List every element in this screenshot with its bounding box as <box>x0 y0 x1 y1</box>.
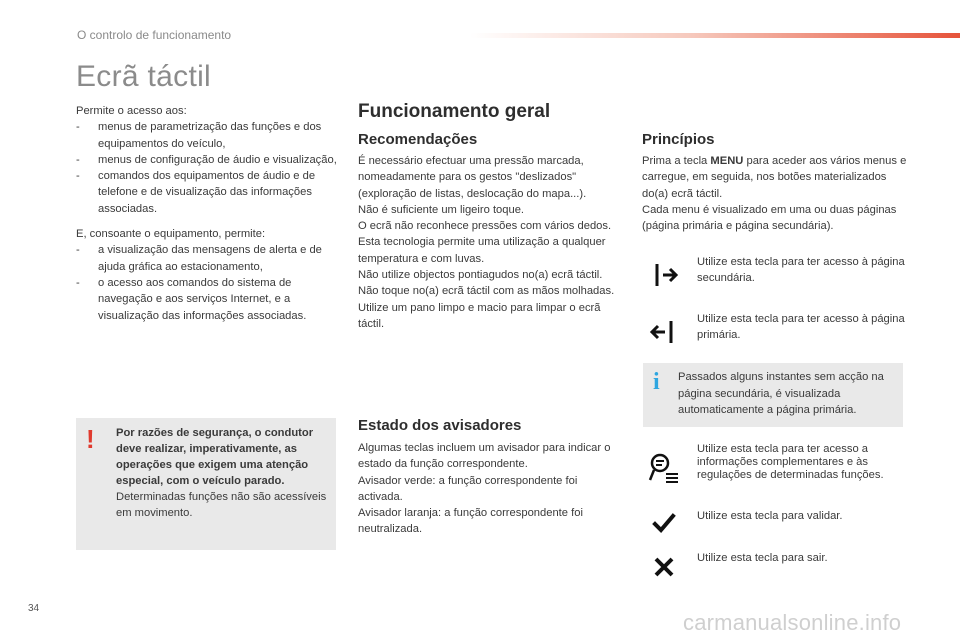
info-icon: i <box>653 369 660 395</box>
close-icon[interactable] <box>642 547 686 587</box>
paragraph-line: Avisador verde: a função correspondente foi activada. <box>358 474 578 503</box>
recomendacoes-text <box>358 153 616 332</box>
chapter-header: O controlo de funcionamento <box>77 28 232 42</box>
intro-lead-2: E, consoante o equipamento, permite: <box>76 228 266 241</box>
list-item: - o acesso aos comandos do sistema de navegação e aos serviços Internet, e a visualização das informações associadas. <box>76 275 338 324</box>
paragraph-line: Algumas teclas incluem um avisador para indicar o estado da função correspondente. <box>358 442 611 471</box>
header-accent-bar <box>470 33 960 38</box>
primary-page-icon[interactable] <box>642 312 686 352</box>
secondary-page-icon[interactable] <box>642 255 686 295</box>
page-number: 34 <box>28 603 40 614</box>
key-label: Utilize esta tecla para ter acesso à página primária. <box>697 313 905 341</box>
info-note-text: Passados alguns instantes sem acção na página secundária, é visualizada automaticamente a página primária. <box>678 371 884 416</box>
paragraph-line: Não utilize objectos pontiagudos no(a) ecrã táctil. <box>358 269 603 282</box>
intro-list-2 <box>76 242 338 323</box>
info-note-box <box>643 363 903 427</box>
list-item: - menus de parametrização das funções e dos equipamentos do veículo, <box>76 119 338 152</box>
recomendacoes-title: Recomendações <box>358 131 478 148</box>
safety-warning-box <box>76 418 336 550</box>
key-label: Utilize esta tecla para sair. <box>697 552 828 564</box>
estado-title: Estado dos avisadores <box>358 417 522 434</box>
list-item: - a visualização das mensagens de alerta e de ajuda gráfica ao estacionamento, <box>76 242 338 275</box>
list-item: - comandos dos equipamentos de áudio e de telefone e de visualização das informações associadas. <box>76 168 338 217</box>
estado-text <box>358 440 616 538</box>
paragraph-line: Não toque no(a) ecrã táctil com as mãos molhadas. <box>358 285 615 298</box>
intro-text <box>76 103 338 324</box>
principios-paragraph-2: Cada menu é visualizado em uma ou duas páginas (página primária e página secundária). <box>642 203 897 233</box>
key-label: Utilize esta tecla para ter acesso à página secundária. <box>697 256 905 284</box>
intro-lead-1: Permite o acesso aos: <box>76 105 187 117</box>
principios-paragraph-1 <box>642 153 912 202</box>
key-label: Utilize esta tecla para ter acesso a informações complementares e às regulações de determinadas funções. <box>697 443 884 481</box>
paragraph-line: O ecrã não reconhece pressões com vários dedos. <box>358 220 612 233</box>
key-label: Utilize esta tecla para validar. <box>697 510 843 522</box>
principios-text <box>642 153 912 234</box>
paragraph-line: É necessário efectuar uma pressão marcada, nomeadamente para os gestos "deslizados" (exploração de listas, deslocação do mapa...). <box>358 155 587 200</box>
intro-list-1 <box>76 119 338 217</box>
watermark: carmanualsonline.info <box>683 610 902 635</box>
warning-text <box>116 425 332 521</box>
paragraph-line: Avisador laranja: a função correspondente foi neutralizada. <box>358 507 583 536</box>
warning-bold-text: Por razões de segurança, o condutor deve realizar, imperativamente, as operações que exigem uma atenção especial, com o veículo parado. <box>116 427 314 487</box>
page-title: Ecrã táctil <box>76 60 212 93</box>
principios-p1-pre: Prima a tecla <box>642 155 711 167</box>
check-icon[interactable] <box>642 503 686 543</box>
warning-normal-text: Determinadas funções não são acessíveis em movimento. <box>116 491 327 519</box>
paragraph-line: Esta tecnologia permite uma utilização a qualquer temperatura e com luvas. <box>358 236 606 265</box>
menu-key-label: MENU <box>710 155 744 167</box>
paragraph-line: Utilize um pano limpo e macio para limpar o ecrã táctil. <box>358 301 601 330</box>
list-item: - menus de configuração de áudio e visualização, <box>76 152 338 168</box>
principios-title: Princípios <box>642 131 715 148</box>
settings-info-icon[interactable] <box>642 447 686 487</box>
section-title: Funcionamento geral <box>358 101 551 122</box>
principios-p1-post: para aceder aos vários menus e carregue, em seguida, nos botões materializados do(a) ecrã táctil. <box>642 155 907 200</box>
warning-exclamation-icon: ! <box>86 424 95 454</box>
paragraph-line: Não é suficiente um ligeiro toque. <box>358 203 525 216</box>
